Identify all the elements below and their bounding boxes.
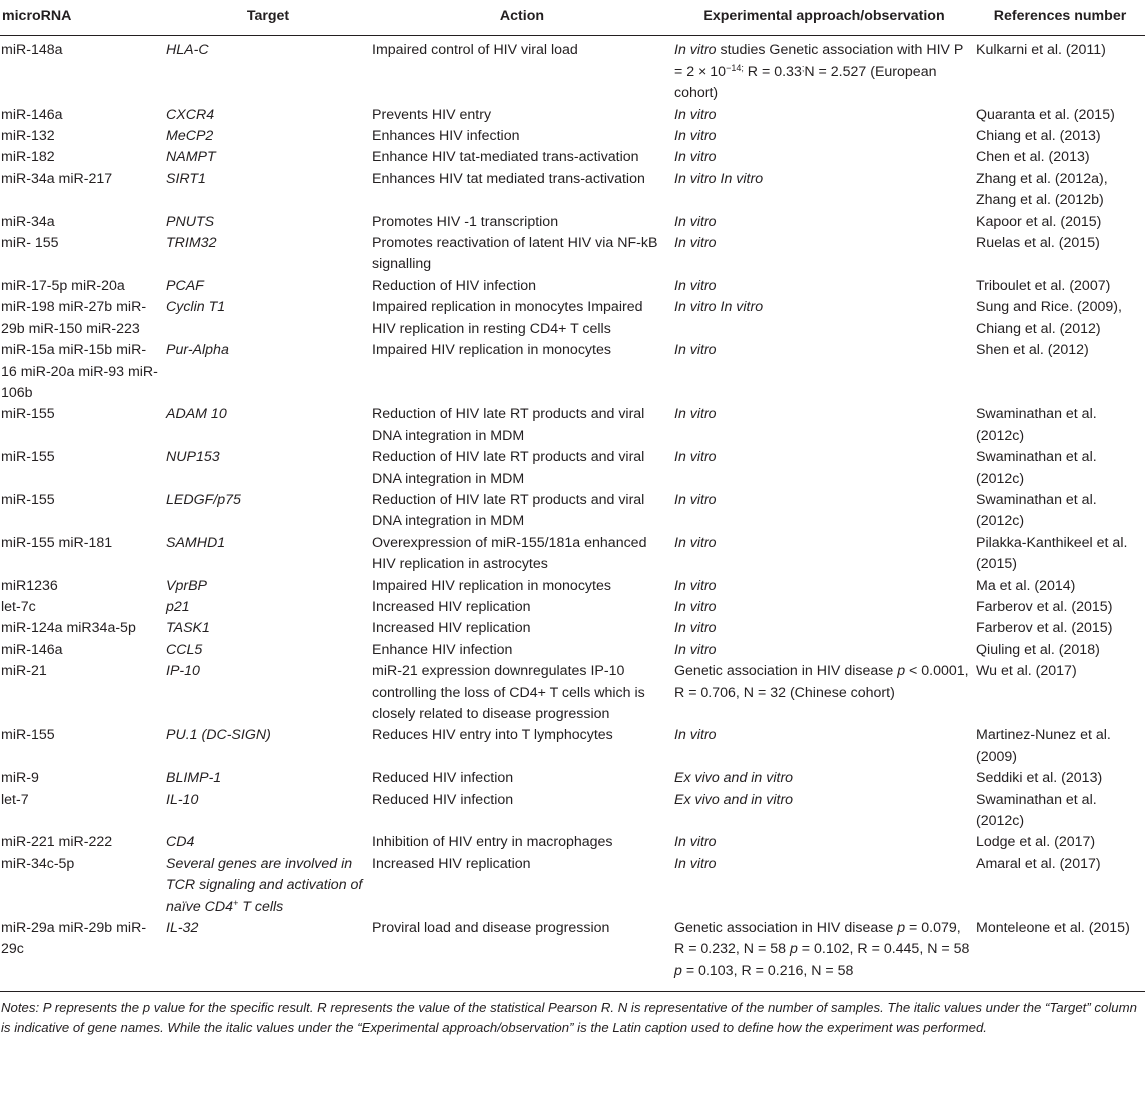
cell-reference: Ma et al. (2014)	[976, 577, 1076, 594]
cell-microrna: miR-198 miR-27b miR-29b miR-150 miR-223	[1, 299, 147, 337]
table-header-row	[0, 0, 1145, 36]
header-experimental-approach: Experimental approach/observation	[673, 0, 975, 36]
cell-target: CXCR4	[166, 106, 215, 123]
cell-microrna: let-7	[1, 791, 29, 808]
cell-reference: Swaminathan et al. (2012c)	[976, 791, 1097, 830]
cell-microrna: miR-132	[1, 128, 55, 145]
cell-microrna: miR-29a miR-29b miR-29c	[0, 918, 165, 992]
header-microrna: microRNA	[0, 0, 165, 36]
cell-target: CD4	[166, 834, 195, 851]
cell-target: HLA-C	[166, 42, 209, 59]
cell-experimental-approach: In vitro	[674, 620, 717, 637]
cell-reference: Amaral et al. (2017)	[976, 855, 1101, 872]
cell-action: Reduced HIV infection	[372, 770, 514, 787]
cell-action: miR-21 expression downregulates IP-10 controlling the loss of CD4+ T cells which is closely related to disease progression	[372, 663, 645, 722]
cell-action: Impaired replication in monocytes Impaired HIV replication in resting CD4+ T cells	[372, 299, 643, 337]
cell-target: NAMPT	[166, 149, 216, 166]
cell-reference: Pilakka-Kanthikeel et al. (2015)	[976, 534, 1128, 573]
table-row	[0, 340, 1145, 404]
cell-action: Promotes reactivation of latent HIV via NF-kB signalling	[372, 235, 658, 273]
table-row	[0, 36, 1145, 105]
cell-action: Increased HIV replication	[372, 598, 531, 615]
cell-microrna: miR-182	[1, 149, 55, 166]
cell-experimental-approach: In vitro	[674, 598, 717, 615]
cell-action: Reduction of HIV infection	[372, 277, 537, 294]
cell-target: BLIMP-1	[166, 770, 222, 787]
cell-reference: Swaminathan et al. (2012c)	[976, 491, 1097, 530]
cell-experimental-approach: Ex vivo and in vitro	[674, 791, 794, 808]
cell-reference: Chiang et al. (2013)	[976, 128, 1101, 145]
cell-reference: Seddiki et al. (2013)	[976, 770, 1103, 787]
cell-experimental-approach: Genetic association in HIV disease p = 0.079, R = 0.232, N = 58 p = 0.102, R = 0.445, N = 58 p = 0.103, R = 0.216, N = 58	[673, 918, 975, 992]
cell-action: Reduces HIV entry into T lymphocytes	[372, 727, 613, 744]
cell-reference: Lodge et al. (2017)	[976, 834, 1096, 851]
cell-action: Reduction of HIV late RT products and viral DNA integration in MDM	[372, 449, 645, 487]
cell-reference: Wu et al. (2017)	[976, 663, 1077, 680]
cell-microrna: let-7c	[1, 598, 36, 615]
table-row	[0, 597, 1145, 618]
cell-experimental-approach: In vitro studies Genetic association with HIV $P = 2 \times 10^{-14;}$ R = 0.33;N = 2.527 (European cohort)	[674, 42, 964, 102]
table-row	[0, 618, 1145, 639]
cell-target: TASK1	[166, 620, 210, 637]
cell-experimental-approach: In vitro	[674, 213, 717, 230]
table-row	[0, 105, 1145, 126]
cell-target: PCAF	[166, 277, 204, 294]
table-row	[0, 212, 1145, 233]
table-row	[0, 490, 1145, 533]
cell-microrna: miR-17-5p miR-20a	[1, 277, 125, 294]
cell-target: CCL5	[166, 641, 203, 658]
cell-experimental-approach: In vitro	[674, 149, 717, 166]
cell-target: SAMHD1	[166, 534, 226, 551]
cell-target: IL-32	[165, 918, 371, 992]
cell-experimental-approach: In vitro	[674, 855, 717, 872]
table-row	[0, 661, 1145, 725]
table-row	[0, 768, 1145, 789]
table-row	[0, 832, 1145, 853]
table-row	[0, 640, 1145, 661]
cell-experimental-approach: In vitro	[674, 106, 717, 123]
cell-microrna: miR-15a miR-15b miR-16 miR-20a miR-93 miR-106b	[1, 342, 158, 401]
table-row	[0, 233, 1145, 276]
table-row	[0, 790, 1145, 833]
cell-target: NUP153	[166, 449, 220, 466]
cell-target: SIRT1	[166, 170, 206, 187]
cell-action: Enhances HIV infection	[372, 128, 520, 145]
table-row	[0, 854, 1145, 918]
table-row	[0, 404, 1145, 447]
cell-microrna: miR-124a miR34a-5p	[1, 620, 136, 637]
cell-experimental-approach: In vitro In vitro	[674, 170, 764, 187]
cell-action: Overexpression of miR-155/181a enhanced HIV replication in astrocytes	[372, 534, 647, 573]
table-row	[0, 576, 1145, 597]
cell-reference: Chen et al. (2013)	[976, 149, 1090, 166]
cell-experimental-approach: In vitro	[674, 491, 717, 508]
cell-reference: Swaminathan et al. (2012c)	[976, 449, 1097, 487]
header-action: Action	[371, 0, 673, 36]
header-target: Target	[165, 0, 371, 36]
table-row	[0, 533, 1145, 576]
cell-experimental-approach: In vitro	[674, 534, 717, 551]
cell-microrna: miR-148a	[1, 42, 63, 59]
cell-action: Increased HIV replication	[372, 855, 531, 872]
table-row	[0, 725, 1145, 768]
cell-target: IL-10	[166, 791, 199, 808]
cell-target: MeCP2	[166, 128, 214, 145]
cell-microrna: miR-34a	[1, 213, 55, 230]
cell-experimental-approach: In vitro	[674, 449, 717, 466]
cell-action: Promotes HIV -1 transcription	[372, 213, 559, 230]
cell-reference: Triboulet et al. (2007)	[976, 277, 1111, 294]
cell-reference: Ruelas et al. (2015)	[976, 235, 1100, 252]
cell-action: Reduction of HIV late RT products and viral DNA integration in MDM	[372, 491, 645, 530]
cell-reference: Farberov et al. (2015)	[976, 620, 1113, 637]
table-body	[0, 36, 1145, 992]
cell-action: Impaired control of HIV viral load	[372, 42, 578, 59]
table-row	[0, 297, 1145, 340]
cell-action: Enhance HIV tat-mediated trans-activation	[372, 149, 639, 166]
cell-target: p21	[166, 598, 190, 615]
cell-action: Inhibition of HIV entry in macrophages	[372, 834, 613, 851]
cell-microrna: miR-21	[1, 663, 47, 680]
cell-reference: Kulkarni et al. (2011)	[976, 42, 1106, 59]
cell-experimental-approach: Ex vivo and in vitro	[674, 770, 794, 787]
cell-experimental-approach: Genetic association in HIV disease p < 0.0001, R = 0.706, N = 32 (Chinese cohort)	[674, 663, 969, 701]
cell-reference: Shen et al. (2012)	[976, 342, 1089, 359]
cell-experimental-approach: In vitro	[674, 128, 717, 145]
cell-target: IP-10	[166, 663, 200, 680]
cell-action: Impaired HIV replication in monocytes	[372, 577, 611, 594]
cell-microrna: miR1236	[1, 577, 58, 594]
cell-microrna: miR-155	[1, 449, 55, 466]
cell-microrna: miR-9	[1, 770, 39, 787]
cell-reference: Martinez-Nunez et al. (2009)	[976, 727, 1111, 765]
cell-experimental-approach: In vitro	[674, 342, 717, 359]
cell-action: Impaired HIV replication in monocytes	[372, 342, 611, 359]
cell-experimental-approach: In vitro	[674, 834, 717, 851]
cell-reference: Farberov et al. (2015)	[976, 598, 1113, 615]
cell-microrna: miR-221 miR-222	[1, 834, 113, 851]
table-row	[0, 147, 1145, 168]
cell-microrna: miR-34c-5p	[1, 855, 75, 872]
cell-reference: Monteleone et al. (2015)	[975, 918, 1145, 992]
cell-action: Reduced HIV infection	[372, 791, 514, 808]
table-row	[0, 169, 1145, 212]
cell-experimental-approach: In vitro	[674, 235, 717, 252]
cell-action: Increased HIV replication	[372, 620, 531, 637]
cell-target: Several genes are involved in TCR signaling and activation of naïve CD4+ T cells	[166, 855, 363, 915]
cell-target: LEDGF/p75	[166, 491, 241, 508]
table-notes: Notes: P represents the p value for the specific result. R represents the value of the statistical Pearson R. N is representative of the number of samples. The italic values under the “Target” column is indicative of gene names. While the italic values under the “Experimental approach/observation” is the Latin caption used to define how the experiment was performed.	[1, 1000, 1137, 1035]
cell-experimental-approach: In vitro	[674, 577, 717, 594]
table-row	[0, 126, 1145, 147]
cell-microrna: miR-155	[1, 406, 55, 423]
cell-experimental-approach: In vitro	[674, 406, 717, 423]
header-references: References number	[975, 0, 1145, 36]
cell-microrna: miR-155	[1, 491, 55, 508]
cell-microrna: miR-146a	[1, 641, 63, 658]
cell-microrna: miR-146a	[1, 106, 63, 123]
cell-action: Prevents HIV entry	[372, 106, 492, 123]
cell-target: Cyclin T1	[166, 299, 226, 316]
cell-action: Proviral load and disease progression	[371, 918, 673, 992]
cell-target: TRIM32	[166, 235, 217, 252]
cell-microrna: miR- 155	[1, 235, 59, 252]
cell-target: VprBP	[166, 577, 208, 594]
cell-experimental-approach: In vitro	[674, 641, 717, 658]
table-row	[0, 447, 1145, 490]
cell-reference: Kapoor et al. (2015)	[976, 213, 1102, 230]
cell-action: Enhance HIV infection	[372, 641, 513, 658]
cell-target: PU.1 (DC-SIGN)	[166, 727, 271, 744]
table-row	[0, 276, 1145, 297]
cell-experimental-approach: In vitro	[674, 727, 717, 744]
cell-reference: Quaranta et al. (2015)	[976, 106, 1115, 123]
cell-target: PNUTS	[166, 213, 215, 230]
cell-target: Pur-Alpha	[166, 342, 229, 359]
cell-reference: Swaminathan et al. (2012c)	[976, 406, 1097, 444]
cell-microrna: miR-34a miR-217	[1, 170, 113, 187]
cell-microrna: miR-155	[1, 727, 55, 744]
cell-action: Enhances HIV tat mediated trans-activation	[372, 170, 645, 187]
cell-experimental-approach: In vitro In vitro	[674, 299, 764, 316]
cell-reference: Zhang et al. (2012a), Zhang et al. (2012b)	[976, 170, 1108, 209]
cell-experimental-approach: In vitro	[674, 277, 717, 294]
cell-target: ADAM 10	[166, 406, 227, 423]
table-row	[0, 918, 1145, 992]
cell-reference: Qiuling et al. (2018)	[976, 641, 1100, 658]
cell-action: Reduction of HIV late RT products and viral DNA integration in MDM	[372, 406, 645, 444]
cell-microrna: miR-155 miR-181	[1, 534, 113, 551]
cell-reference: Sung and Rice. (2009), Chiang et al. (2012)	[976, 299, 1122, 337]
